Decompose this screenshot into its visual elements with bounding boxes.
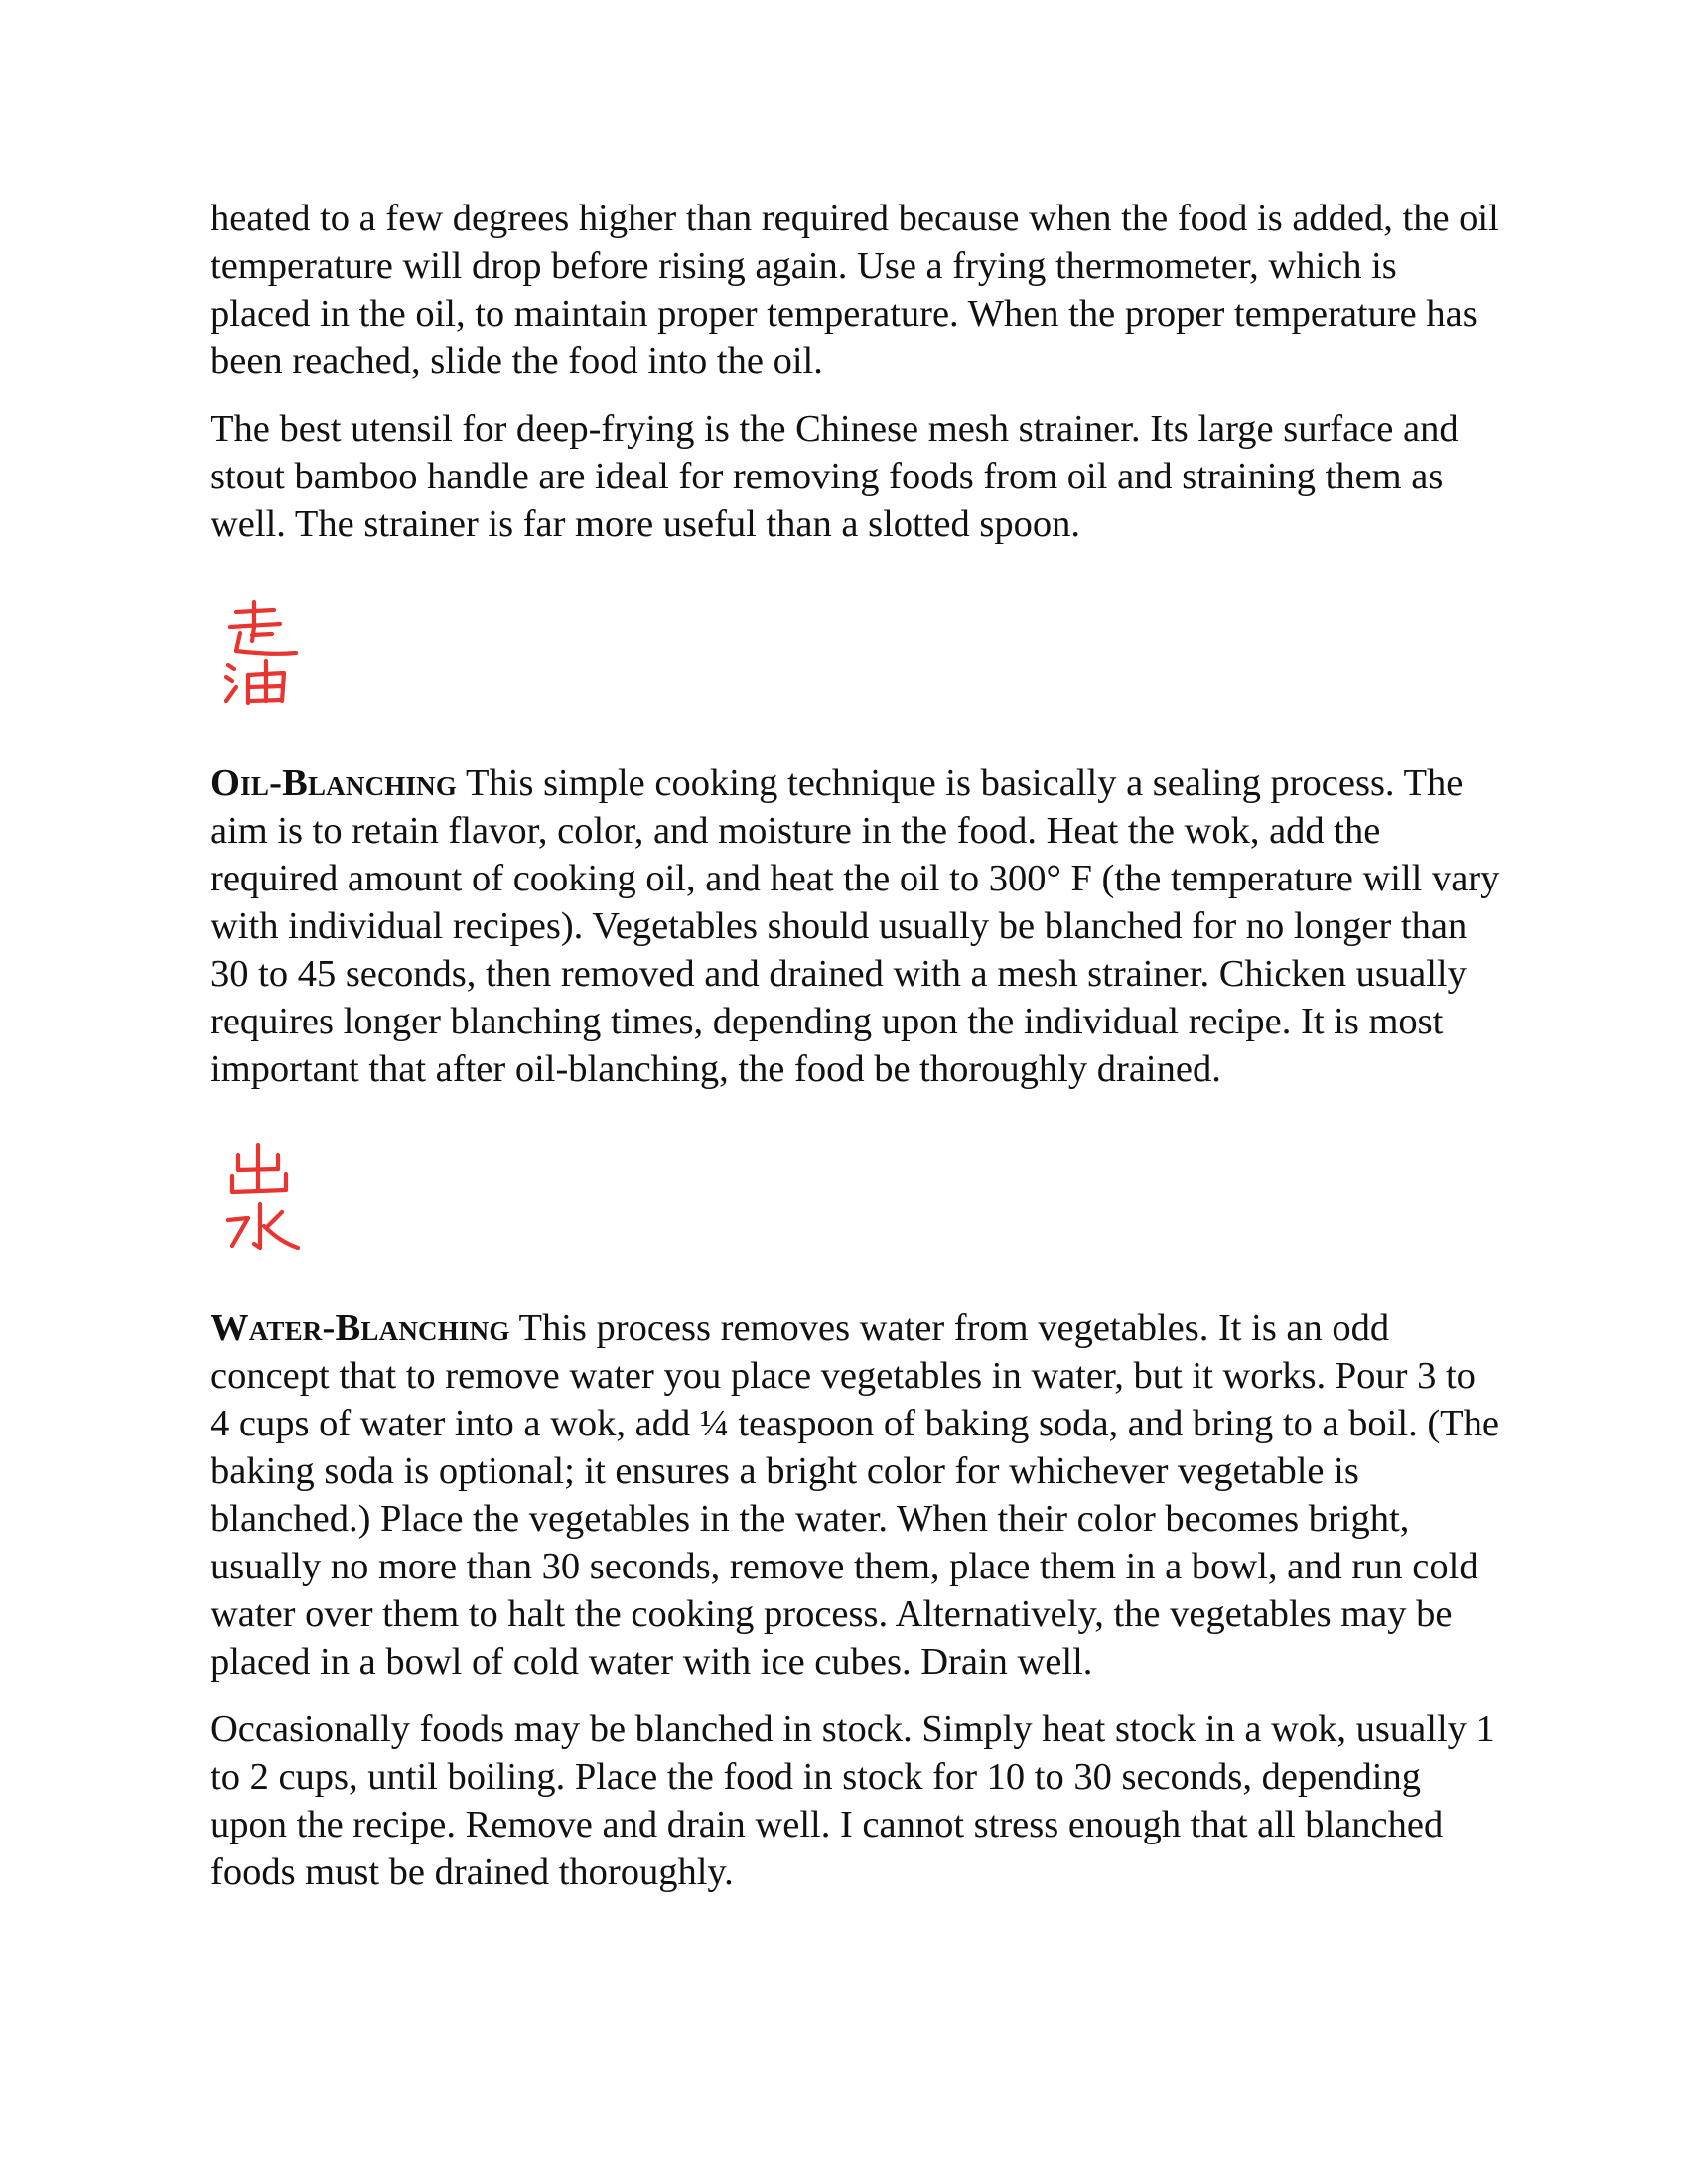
- paragraph-stock-blanching: Occasionally foods may be blanched in stock. Simply heat stock in a wok, usually 1 to 2 cups, until boiling. Place the food in stock for 10 to 30 seconds, depending upon the recipe. Remove and drain well. I cannot stress enough that all blanched foods must be drained thoroughly.: [211, 1708, 1495, 1893]
- oil-blanching-seal-icon: [214, 598, 304, 715]
- water-blanching-seal-icon: [214, 1143, 304, 1260]
- paragraph-gap: [211, 1686, 1501, 1706]
- paragraph-mesh-strainer: The best utensil for deep-frying is the Chinese mesh strainer. Its large surface and stout bamboo handle are ideal for removing foods from oil and straining them as well. The strainer is far more useful than a slotted spoon.: [211, 408, 1459, 545]
- oil-blanching-heading: Oil-Blanching: [211, 762, 458, 804]
- oil-blanching-body: This simple cooking technique is basically a sealing process. The aim is to retain flavor, color, and moisture in the food. Heat the wok, add the required amount of cooking oil, and heat the oil to 300° F (the temperature will vary with individual recipes). Vegetables should usually be blanched for no longer than 30 to 45 seconds, then removed and drained with a mesh strainer. Chicken usually requires longer blanching times, depending upon the individual recipe. It is most important that after oil-blanching, the food be thoroughly drained.: [211, 762, 1500, 1090]
- paragraph-deep-frying-continued: heated to a few degrees higher than required because when the food is added, the oil temperature will drop before rising again. Use a frying thermometer, which is placed in the oil, to maintain proper temperature. When the proper temperature has been reached, slide the food into the oil.: [211, 198, 1499, 382]
- paragraph-oil-blanching: [211, 759, 1501, 1093]
- water-blanching-body: This process removes water from vegetables. It is an odd concept that to remove water you place vegetables in water, but it works. Pour 3 to 4 cups of water into a wok, add ¼ teaspoon of baking soda, and bring to a boil. (The baking soda is optional; it ensures a bright color for whichever vegetable is blanched.) Place the vegetables in the water. When their color becomes bright, usually no more than 30 seconds, remove them, place them in a bowl, and run cold water over them to halt the cooking process. Alternatively, the vegetables may be placed in a bowl of cold water with ice cubes. Drain well.: [211, 1307, 1500, 1683]
- water-blanching-heading: Water-Blanching: [211, 1307, 510, 1349]
- book-page: [211, 195, 1501, 1896]
- paragraph-gap: [211, 385, 1501, 405]
- paragraph-water-blanching: [211, 1304, 1501, 1686]
